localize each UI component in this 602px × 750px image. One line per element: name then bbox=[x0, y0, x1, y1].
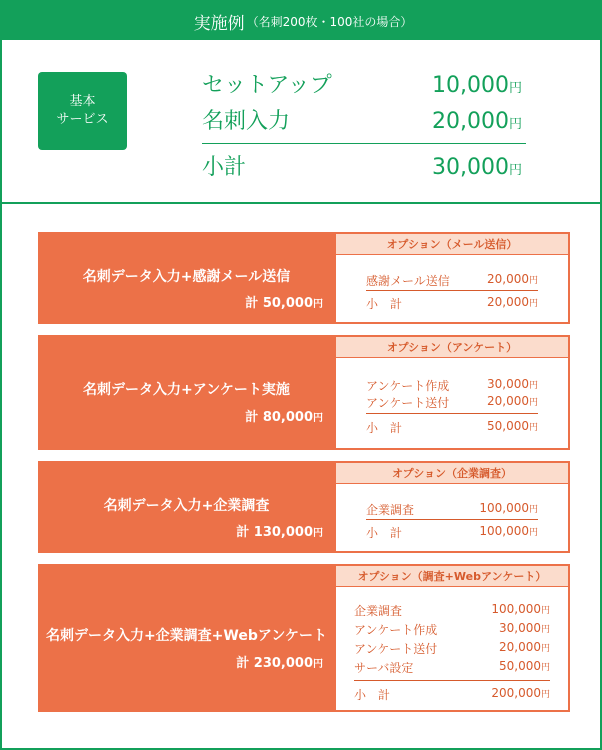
basic-subtotal-label: 小計 bbox=[202, 155, 247, 180]
basic-row-label: 名刺入力 bbox=[202, 109, 291, 134]
option-total: 計 230,000円 bbox=[236, 656, 323, 671]
option-card-web-survey bbox=[38, 564, 570, 712]
basic-service-badge bbox=[38, 72, 127, 150]
option-total: 計 130,000円 bbox=[236, 525, 323, 540]
basic-row-label: セットアップ bbox=[202, 73, 332, 98]
basic-divider bbox=[202, 143, 526, 144]
option-card-survey bbox=[38, 335, 570, 450]
option-item: 感謝メール送信 20,000円 bbox=[366, 272, 538, 288]
option-subtotal: 小 計 50,000円 bbox=[366, 419, 538, 435]
option-item: 企業調査 100,000円 bbox=[354, 602, 550, 618]
option-divider bbox=[366, 519, 538, 520]
option-item: アンケート作成 30,000円 bbox=[366, 377, 538, 393]
option-name: 名刺データ入力+感謝メール送信 bbox=[82, 269, 291, 285]
option-heading: オプション（企業調査） bbox=[336, 463, 568, 484]
option-divider bbox=[354, 680, 550, 681]
option-card-company bbox=[38, 461, 570, 553]
basic-row-amount: 10,000円 bbox=[432, 73, 522, 98]
option-breakdown bbox=[336, 337, 568, 448]
option-name: 名刺データ入力+アンケート実施 bbox=[83, 382, 290, 398]
option-item: アンケート送付 20,000円 bbox=[354, 640, 550, 656]
option-total: 計 50,000円 bbox=[245, 296, 323, 311]
option-heading: オプション（アンケート） bbox=[336, 337, 568, 358]
option-card-mail bbox=[38, 232, 570, 324]
basic-subtotal-amount: 30,000円 bbox=[432, 155, 522, 180]
option-name: 名刺データ入力+企業調査+Webアンケート bbox=[45, 628, 328, 644]
basic-row-amount: 20,000円 bbox=[432, 109, 522, 134]
basic-row-input bbox=[202, 104, 522, 134]
option-breakdown bbox=[336, 463, 568, 551]
option-heading: オプション（調査+Webアンケート） bbox=[336, 566, 568, 587]
option-breakdown bbox=[336, 234, 568, 322]
header-bar bbox=[2, 2, 602, 40]
basic-row-setup bbox=[202, 68, 522, 98]
option-divider bbox=[366, 290, 538, 291]
header-title: 実施例 bbox=[193, 13, 245, 34]
option-name: 名刺データ入力+企業調査 bbox=[103, 498, 270, 514]
basic-service-section bbox=[2, 40, 602, 204]
header-subtitle: （名刺200枚・100社の場合） bbox=[246, 14, 413, 29]
option-heading: オプション（メール送信） bbox=[336, 234, 568, 255]
option-subtotal: 小 計 100,000円 bbox=[366, 524, 538, 540]
option-total: 計 80,000円 bbox=[245, 410, 323, 425]
option-item: サーバ設定 50,000円 bbox=[354, 659, 550, 675]
badge-line-2: サービス bbox=[56, 112, 109, 127]
option-item: アンケート作成 30,000円 bbox=[354, 621, 550, 637]
option-item: アンケート送付 20,000円 bbox=[366, 394, 538, 410]
basic-subtotal bbox=[202, 150, 522, 180]
option-divider bbox=[366, 413, 538, 414]
badge-line-1: 基本 bbox=[69, 94, 96, 109]
option-subtotal: 小 計 200,000円 bbox=[354, 686, 550, 702]
option-breakdown bbox=[336, 566, 568, 710]
option-subtotal: 小 計 20,000円 bbox=[366, 295, 538, 311]
option-item: 企業調査 100,000円 bbox=[366, 501, 538, 517]
